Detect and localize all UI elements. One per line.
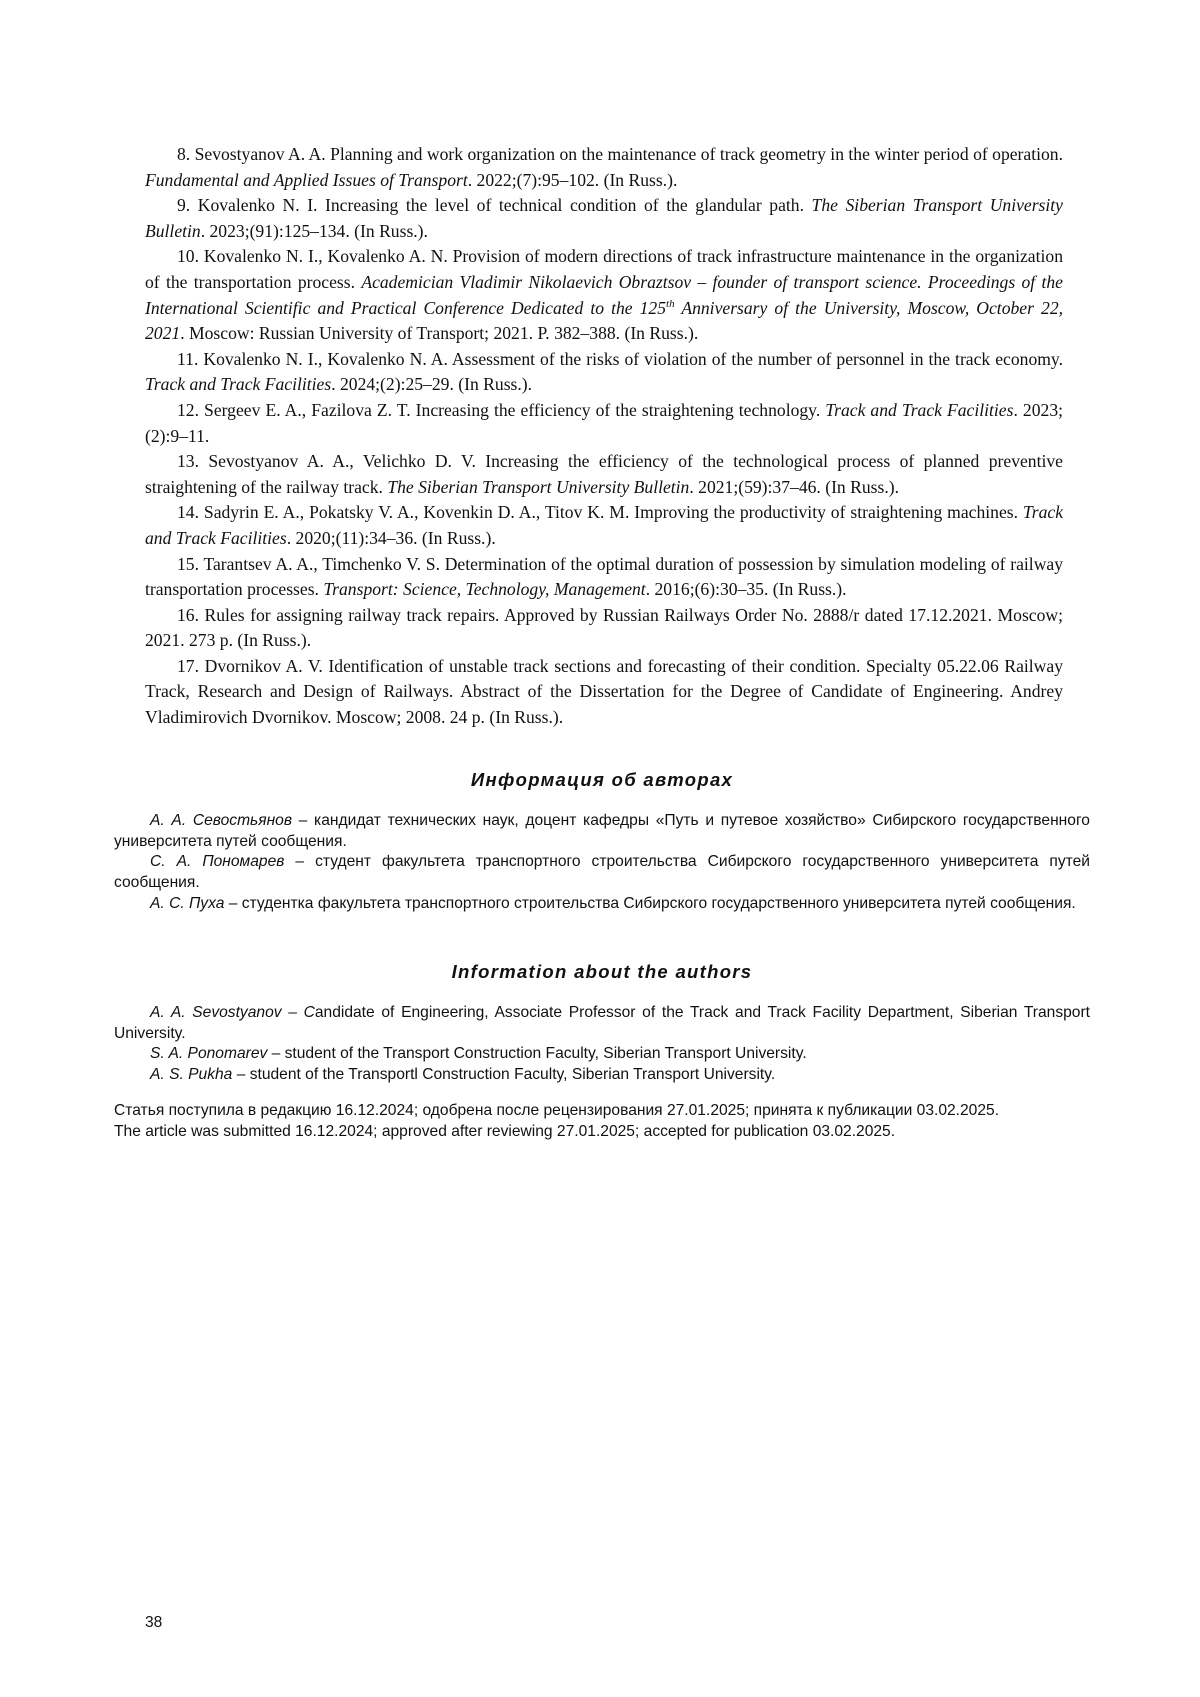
reference-15: 15. Tarantsev A. A., Timchenko V. S. Determination of the optimal duration of possession by simulation modeling of railway transportation processes. Transport: Science, Technology, Management. 2016;(6):30–35. (In Russ.).	[145, 553, 1063, 600]
reference-11: 11. Kovalenko N. I., Kovalenko N. A. Assessment of the risks of violation of the number of personnel in the track economy. Track and Track Facilities. 2024;(2):25–29. (In Russ.).	[145, 348, 1063, 395]
author-entry: S. A. Ponomarev – student of the Transport Construction Faculty, Siberian Transport University.	[150, 1045, 807, 1063]
page-number: 38	[145, 1614, 163, 1631]
authors-info-ru	[114, 770, 1090, 915]
authors-heading-ru: Информация об авторах	[470, 769, 734, 790]
reference-9: 9. Kovalenko N. I. Increasing the level of technical condition of the glandular path. The Siberian Transport University Bulletin. 2023;(91):125–134. (In Russ.).	[145, 195, 1063, 241]
article-dates	[114, 1101, 1090, 1143]
author-entry: A. A. Sevostyanov – Candidate of Engineering, Associate Professor of the Track and Track Facility Department, Siberian Transport University.	[114, 1003, 1091, 1042]
author-entry: A. S. Pukha – student of the Transportl Construction Faculty, Siberian Transport University.	[150, 1066, 776, 1084]
authors-info-en	[114, 962, 1090, 1086]
authors-heading-en: Information about the authors	[451, 961, 753, 982]
references-list	[145, 142, 1063, 731]
reference-12: 12. Sergeev E. A., Fazilova Z. T. Increasing the efficiency of the straightening technology. Track and Track Facilities. 2023;(2):9–11.	[145, 399, 1064, 446]
author-entry: А. С. Пуха – студентка факультета транспортного строительства Сибирского государственного университета путей сообщения.	[150, 894, 1076, 912]
reference-17: 17. Dvornikov A. V. Identification of unstable track sections and forecasting of their condition. Specialty 05.22.06 Railway Track, Research and Design of Railways. Abstract of the Dissertation for the Degree of Candidate of Engineering. Andrey Vladimirovich Dvornikov. Moscow; 2008. 24 p. (In Russ.).	[145, 655, 1063, 728]
author-entry: А. А. Севостьянов – кандидат технических наук, доцент кафедры «Путь и путевое хозяйство» Сибирского государственного университета путей сообщения.	[114, 811, 1090, 850]
reference-8: 8. Sevostyanov A. A. Planning and work organization on the maintenance of track geometry in the winter period of operation. Fundamental and Applied Issues of Transport. 2022;(7):95–102. (In Russ.).	[145, 144, 1063, 190]
author-entry: С. А. Пономарев – студент факультета транспортного строительства Сибирского государственного университета путей сообщения.	[114, 853, 1090, 892]
dates-ru: Статья поступила в редакцию 16.12.2024; одобрена после рецензирования 27.01.2025; принята к публикации 03.02.2025.	[114, 1102, 1000, 1119]
reference-13: 13. Sevostyanov A. A., Velichko D. V. Increasing the efficiency of the technological process of planned preventive straightening of the railway track. The Siberian Transport University Bulletin. 2021;(59):37–46. (In Russ.).	[145, 451, 1063, 497]
reference-16: 16. Rules for assigning railway track repairs. Approved by Russian Railways Order No. 2888/r dated 17.12.2021. Moscow; 2021. 273 p. (In Russ.).	[145, 604, 1063, 651]
reference-10: 10. Kovalenko N. I., Kovalenko A. N. Provision of modern directions of track infrastructure maintenance in the organization of the transportation process. Academician Vladimir Nikolaevich Obraztsov – founder of transport science. Proceedings of the International Scientific and Practical Conference Dedicated to the 125th Anniversary of the University, Moscow, October 22, 2021. Moscow: Russian University of Transport; 2021. P. 382–388. (In Russ.).	[145, 246, 1064, 344]
dates-en: The article was submitted 16.12.2024; approved after reviewing 27.01.2025; accepted for publication 03.02.2025.	[114, 1122, 896, 1140]
reference-14: 14. Sadyrin E. A., Pokatsky V. A., Kovenkin D. A., Titov K. M. Improving the productivity of straightening machines. Track and Track Facilities. 2020;(11):34–36. (In Russ.).	[145, 502, 1063, 548]
